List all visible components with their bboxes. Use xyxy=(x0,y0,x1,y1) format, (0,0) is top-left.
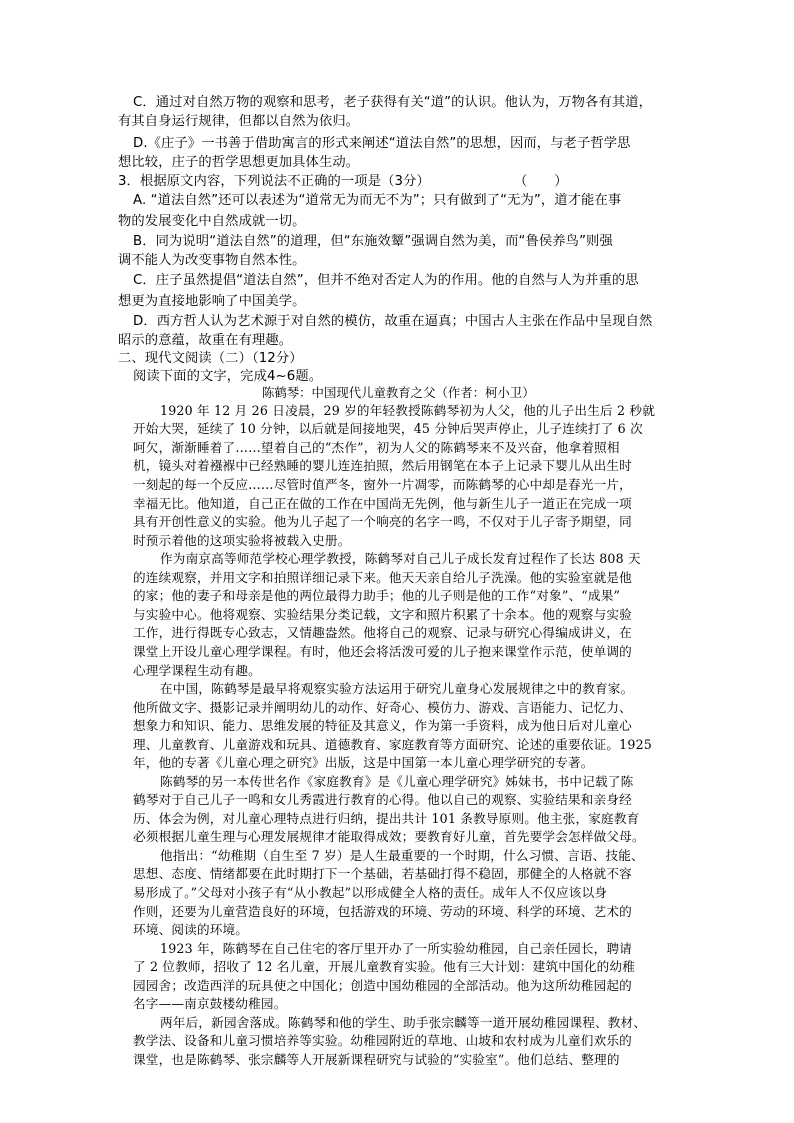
article-p3-line2: 他所做文字、摄影记录并阐明幼儿的动作、好奇心、模仿力、游戏、言语能力、记忆力、 xyxy=(133,700,632,715)
q2-option-c-line1: C．通过对自然万物的观察和思考，老子获得有关“道”的认识。他认为，万物各有其道， xyxy=(133,95,653,110)
article-title: 陈鹤琴：中国现代儿童教育之父（作者：柯小卫） xyxy=(262,385,535,400)
q3-option-b-line1: B．同为说明“道法自然”的道理，但“东施效颦”强调自然为美，而“鲁侯养鸟”则强 xyxy=(133,234,613,249)
article-p3-line1: 在中国，陈鹤琴是最早将观察实验方法运用于研究儿童身心发展规律之中的教育家。 xyxy=(160,681,634,696)
article-p4-line4: 必须根据儿童生理与心理发展规律才能取得成效；要教育好儿童，首先要学会怎样做父母。 xyxy=(133,829,645,844)
article-p6-line3: 园园舍；改造西洋的玩具使之中国化；创造中国幼稚园的全部活动。他为这所幼稚园起的 xyxy=(133,978,632,993)
article-p2-line5: 工作，进行得既专心致志，又情趣盎然。他将自己的观察、记录与研究心得编成讲义，在 xyxy=(133,625,632,640)
article-p2-line7: 心理学课程生动有趣。 xyxy=(133,663,261,678)
article-p7-line1: 两年后，新园舍落成。陈鹤琴和他的学生、助手张宗麟等一道开展幼稚园课程、教材、 xyxy=(160,1015,647,1030)
article-p4-line1: 陈鹤琴的另一本传世名作《家庭教育》是《儿童心理学研究》姊妹书，书中记载了陈 xyxy=(160,774,634,789)
article-p3-line5: 年，他的专著《儿童心理之研究》出版，这是中国第一本儿童心理学研究的专著。 xyxy=(133,755,594,770)
q3-option-d-line1: D．西方哲人认为艺术源于对自然的模仿，故重在逼真；中国古人主张在作品中呈现自然 xyxy=(133,314,653,329)
article-p5-line5: 环境、阅读的环境。 xyxy=(133,922,249,937)
article-p6-line2: 了 2 位教师，招收了 12 名儿童，开展儿童教育实验。他有三大计划：建筑中国化的幼稚 xyxy=(133,959,636,974)
article-p3-line3: 想象力和知识、能力、思维发展的特征及其意义，作为第一手资料，成为他日后对儿童心 xyxy=(133,718,632,733)
q3-option-c-line2: 想更为直接地影响了中国美学。 xyxy=(118,294,306,309)
article-p1-line8: 时预示着他的这项实验将被载入史册。 xyxy=(133,533,351,548)
article-p3-line4: 理、儿童教育、儿童游戏和玩具、道德教育、家庭教育等方面研究、论述的重要依证。1925 xyxy=(133,737,653,752)
q2-option-d-line1: D.《庄子》一书善于借助寓言的形式来阐述“道法自然”的思想，因而，与老子哲学思 xyxy=(133,136,631,151)
q2-option-d-line2: 想比较，庄子的哲学思想更加具体生动。 xyxy=(118,155,360,170)
article-p4-line3: 历、体会为例，对儿童心理特点进行归纳，提出共计 101 条教导原则。他主张，家庭教育 xyxy=(133,811,640,826)
article-p5-line3: 易形成了。”父母对小孩子有“从小教起”以形成健全人格的责任。成年人不仅应该以身 xyxy=(133,885,608,900)
reading-instruction: 阅读下面的文字，完成4~6题。 xyxy=(133,369,323,384)
article-p6-line4: 名字——南京鼓楼幼稚园。 xyxy=(133,996,287,1011)
article-p7-line3: 课堂，也是陈鹤琴、张宗麟等人开展新课程研究与试验的“实验室”。他们总结、整理的 xyxy=(133,1052,620,1067)
q3-option-a-line2: 物的发展变化中自然成就一切。 xyxy=(118,214,306,229)
section-heading: 二、现代文阅读（二）（12分） xyxy=(118,351,303,366)
article-p4-line2: 鹤琴对于自己儿子一鸣和女儿秀霞进行教育的心得。他以自己的观察、实验结果和亲身经 xyxy=(133,792,632,807)
article-p1-line5: 一刻起的每一个反应……尽管时值严冬，窗外一片凋零，而陈鹤琴的心中却是春光一片， xyxy=(133,477,632,492)
article-p5-line4: 作则，还要为儿童营造良好的环境，包括游戏的环境、劳动的环境、科学的环境、艺术的 xyxy=(133,904,632,919)
article-p1-line1: 1920 年 12 月 26 日凌晨，29 岁的年轻教授陈鹤琴初为人父，他的儿子出生后 2 秒就 xyxy=(160,403,655,418)
q3-stem: 3．根据原文内容，下列说法不正确的一项是（3分） xyxy=(118,174,430,189)
article-p1-line2: 开始大哭，延续了 10 分钟，以后就是间接地哭，45 分钟后哭声停止，儿子连续打了 6 次 xyxy=(133,421,643,436)
article-p7-line2: 教学法、设备和儿童习惯培养等实验。幼稚园附近的草地、山坡和农村成为儿童们欢乐的 xyxy=(133,1033,632,1048)
q2-option-c-line2: 有其自身运行规律，但都以自然为依归。 xyxy=(118,114,360,129)
q3-option-a-line1: A. “道法自然”还可以表述为“道常无为而无不为”；只有做到了“无为”，道才能在事 xyxy=(133,193,622,208)
article-p1-line3: 呵欠，渐渐睡着了……望着自己的“杰作”，初为人父的陈鹤琴来不及兴奋，他拿着照相 xyxy=(133,440,620,455)
article-p2-line1: 作为南京高等师范学校心理学教授，陈鹤琴对自己儿子成长发育过程作了长达 808 天 xyxy=(160,551,641,566)
article-p5-line2: 思想、态度、情绪都要在此时期打下一个基础，若基础打得不稳固，那健全的人格就不容 xyxy=(133,866,632,881)
q3-option-c-line1: C．庄子虽然提倡“道法自然”，但并不绝对否定人为的作用。他的自然与人为并重的思 xyxy=(133,273,639,288)
article-p1-line6: 幸福无比。他知道，自己正在做的工作在中国尚无先例，他与新生儿子一道正在完成一项 xyxy=(133,496,632,511)
article-p2-line3: 的家；他的妻子和母亲是他的两位最得力助手；他的儿子则是他的工作“对象”、“成果” xyxy=(133,588,621,603)
article-p2-line4: 与实验中心。他将观察、实验结果分类记载，文字和照片积累了十余本。他的观察与实验 xyxy=(133,607,632,622)
article-p2-line2: 的连续观察，并用文字和拍照详细记录下来。他天天亲自给儿子洗澡。他的实验室就是他 xyxy=(133,570,632,585)
article-p6-line1: 1923 年，陈鹤琴在自己住宅的客厅里开办了一所实验幼稚园，自己亲任园长，聘请 xyxy=(160,941,633,956)
q3-answer-blank: （ ） xyxy=(514,174,568,189)
q3-option-b-line2: 调不能人为改变事物自然本性。 xyxy=(118,253,306,268)
article-p2-line6: 课堂上开设儿童心理学课程。有时，他还会将活泼可爱的儿子抱来课堂作示范，使单调的 xyxy=(133,644,632,659)
article-p1-line7: 具有开创性意义的实验。他为儿子起了一个响亮的名字一鸣，不仅对于儿子寄予期望，同 xyxy=(133,514,632,529)
article-p5-line1: 他指出：“幼稚期（自生至 7 岁）是人生最重要的一个时期，什么习惯、言语、技能、 xyxy=(160,848,644,863)
q3-option-d-line2: 昭示的意蕴，故重在有理趣。 xyxy=(118,333,293,348)
article-p1-line4: 机，镜头对着襁褓中已经熟睡的婴儿连连拍照，然后用钢笔在本子上记录下婴儿从出生时 xyxy=(133,458,632,473)
